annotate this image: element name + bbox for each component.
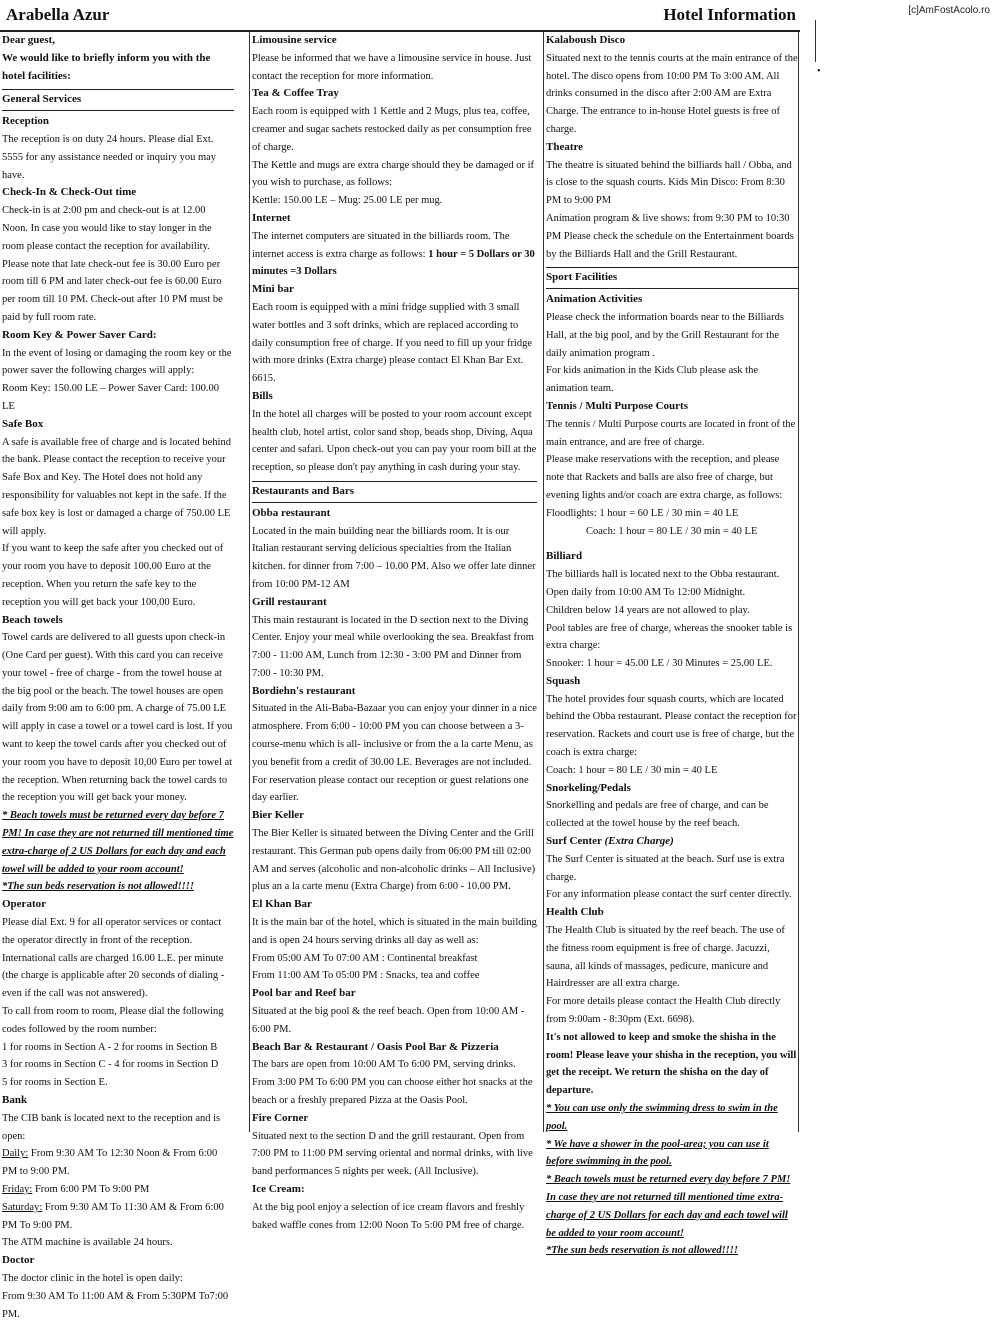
roomkey-charges: Room Key: 150.00 LE – Power Saver Card: 100.00 LE bbox=[2, 383, 219, 412]
safebox-heading: Safe Box bbox=[2, 417, 44, 430]
section-general-services: General Services bbox=[2, 89, 234, 111]
column-middle bbox=[249, 32, 544, 1231]
pool-bar-heading: Pool bar and Reef bar bbox=[252, 987, 356, 1000]
billiard-tables: Pool tables are free of charge, whereas the snooker table is extra charge: bbox=[546, 622, 793, 652]
bank-hours-saturday: Saturday: From 9:30 AM To 11:30 AM & From 6:00 PM To 9:00 PM. bbox=[2, 1201, 224, 1231]
theatre-text-2: Animation program & live shows: from 9:30 PM to 10:30 PM Please check the schedule on the Entertainment boards by the Billiards Hall and the Grill Restaurant. bbox=[546, 212, 794, 260]
beach-towels-heading: Beach towels bbox=[2, 613, 63, 626]
internet-heading: Internet bbox=[252, 211, 291, 224]
room-code-2: 3 for rooms in Section C - 4 for rooms in Section D bbox=[2, 1059, 219, 1071]
el-khan-text: It is the main bar of the hotel, which is situated in the main building and is open 24 hours serving drinks all day as well as: bbox=[252, 917, 537, 946]
beach-bar-heading: Beach Bar & Restaurant / Oasis Pool Bar & Pizzeria bbox=[252, 1040, 499, 1053]
roomkey-text: In the event of losing or damaging the room key or the power saver the following charges will apply: bbox=[2, 347, 232, 377]
tennis-text-2: Please make reservations with the reception, and please note that Rackets and balls are also free of charge, but evening lights and/or coach are extra charge, as follows: Floodlights: 1 hour = 60 LE / 30 min = 40 LE bbox=[546, 454, 783, 519]
el-khan-snacks: From 11:00 AM To 05:00 PM : Snacks, tea and coffee bbox=[252, 970, 480, 982]
ice-cream-heading: Ice Cream: bbox=[252, 1183, 305, 1195]
tea-coffee-heading: Tea & Coffee Tray bbox=[252, 87, 339, 100]
tennis-text: The tennis / Multi Purpose courts are located in front of the main entrance, and are free of charge. bbox=[546, 418, 796, 448]
bills-heading: Bills bbox=[252, 389, 273, 402]
bank-hours-daily: Daily: From 9:30 AM To 12:30 Noon & From 6:00 PM to 9:00 PM. bbox=[2, 1148, 218, 1178]
bordiehn-text: Situated in the Ali-Baba-Bazaar you can enjoy your dinner in a nice atmosphere. From 6:00 - 10:00 PM you can choose between a 3-course-menu which is all- inclusive or from the a la carte Menu, as you benefit from a credit of 30.00 LE. Beverages are not included. For reservation please contact our reception or guest relations one day earlier. bbox=[252, 703, 537, 804]
surf-center-text-2: For any information please contact the surf center directly. bbox=[546, 889, 792, 901]
health-club-text: The Health Club is situated by the reef beach. The use of the fitness room equipment is free of charge. Jacuzzi, sauna, all kinds of massages, pedicure, manicure and Hairdresser are all extra charge. bbox=[546, 925, 785, 990]
ice-cream-text: At the big pool enjoy a selection of ice cream flavors and freshly baked waffle cones from 12:00 Noon To 5:00 PM free of charge. bbox=[252, 1201, 525, 1231]
billiard-text: The billiards hall is located next to the Obba restaurant. bbox=[546, 569, 780, 581]
operator-text: Please dial Ext. 9 for all operator services or contact the operator directly in front of the reception. bbox=[2, 917, 222, 946]
billiard-hours: Open daily from 10:00 AM To 12:00 Midnight. bbox=[546, 586, 746, 598]
international-calls-text: International calls are charged 16.00 L.E. per minute (the charge is applicable after 20 seconds of dialing - even if the call was not answered). bbox=[2, 952, 225, 1000]
health-club-heading: Health Club bbox=[546, 906, 604, 919]
pool-bar-text: Situated at the big pool & the reef beach. Open from 10:00 AM - 6:00 PM. bbox=[252, 1006, 525, 1035]
bank-hours-friday: Friday: From 6:00 PM To 9:00 PM bbox=[2, 1184, 150, 1195]
surf-center-text: The Surf Center is situated at the beach. Surf use is extra charge. bbox=[546, 853, 785, 883]
column-right bbox=[544, 32, 799, 1257]
room-call-text: To call from room to room, Please dial the following codes followed by the room number: bbox=[2, 1006, 224, 1035]
theatre-heading: Theatre bbox=[546, 140, 584, 153]
theatre-text: The theatre is situated behind the billiards hall / Obba, and is close to the squash courts. Kids Min Disco: From 8:30 PM to 9:00 PM bbox=[546, 159, 792, 207]
swim-notice-2: * We have a shower in the pool-area; you can use it before swimming in the pool. bbox=[546, 1138, 769, 1168]
intro: We would like to briefly inform you with the hotel facilities: bbox=[2, 51, 211, 82]
atm-text: The ATM machine is available 24 hours. bbox=[2, 1237, 173, 1249]
minibar-heading: Mini bar bbox=[252, 283, 294, 296]
bank-text: The CIB bank is located next to the reception and is open: bbox=[2, 1112, 221, 1142]
beach-towels-warning-2: * Beach towels must be returned every day before 7 PM! In case they are not returned till mentioned time extra-charge of 2 US Dollars for each day and each towel will be added to your room account! bbox=[546, 1174, 791, 1239]
swim-notice-1: * You can use only the swimming dress to swim in the pool. bbox=[546, 1103, 778, 1132]
tea-coffee-prices: Kettle: 150.00 LE – Mug: 25.00 LE per mug. bbox=[252, 195, 443, 207]
squash-text: The hotel provides four squash courts, which are located behind the Obba restaurant. Please contact the reception for reservation. Rackets and court use is free of charge, but the coach is extra charge: bbox=[546, 693, 797, 759]
limousine-text: Please be informed that we have a limousine service in house. Just contact the reception for more information. bbox=[252, 52, 532, 82]
surf-center-heading: Surf Center (Extra Charge) bbox=[546, 835, 674, 848]
section-restaurants-bars: Restaurants and Bars bbox=[252, 481, 537, 503]
checkin-heading: Check-In & Check-Out time bbox=[2, 186, 137, 199]
squash-heading: Squash bbox=[546, 674, 581, 687]
greeting: Dear guest, bbox=[2, 34, 55, 46]
sunbeds-notice: *The sun beds reservation is not allowed!!!! bbox=[2, 881, 194, 893]
fire-corner-heading: Fire Corner bbox=[252, 1111, 309, 1124]
column-left bbox=[2, 32, 234, 1323]
minibar-text: Each room is equipped with a mini fridge supplied with 3 small water bottles and 3 soft drinks, which are replaced according to daily consumption free of charge. If you need to fill up your fridge with more drinks (Extra charge) please contact El Khan Bar Ext. 6615. bbox=[252, 301, 533, 385]
section-sport-facilities: Sport Facilities bbox=[546, 267, 798, 289]
animation-heading: Animation Activities bbox=[546, 293, 643, 306]
doctor-heading: Doctor bbox=[2, 1254, 35, 1267]
el-khan-breakfast: From 05:00 AM To 07:00 AM : Continental breakfast bbox=[252, 952, 478, 964]
squash-coach: Coach: 1 hour = 80 LE / 30 min = 40 LE bbox=[546, 764, 718, 776]
el-khan-heading: El Khan Bar bbox=[252, 898, 312, 911]
safebox-text-2: If you want to keep the safe after you checked out of your room you have to deposit 100.00 Euro at the reception. When you return the safe key to the reception you will get back your 100,00 Euro. bbox=[2, 543, 224, 608]
grill-heading: Grill restaurant bbox=[252, 595, 327, 608]
internet-text: The internet computers are situated in the billiards room. The internet access is extra charge as follows: 1 hour = 5 Dollars or 30 minutes =3 Dollars bbox=[252, 230, 535, 278]
animation-text: Please check the information boards near to the Billiards Hall, at the big pool, and by the Grill Restaurant for the daily animation program . bbox=[546, 311, 784, 359]
safebox-text: A safe is available free of charge and is located behind the bank. Please contact the reception to receive your Safe Box and Key. The Hotel does not hold any responsibility for valuables not kept in the safe. If the safe box key is lost or damaged a charge of 750.00 LE will apply. bbox=[2, 436, 231, 537]
animation-text-2: For kids animation in the Kids Club please ask the animation team. bbox=[546, 365, 759, 395]
hotel-name: Arabella Azur bbox=[6, 5, 110, 24]
doctor-text: The doctor clinic in the hotel is open daily: bbox=[2, 1272, 183, 1284]
health-club-text-2: For more details please contact the Health Club directly from 9:00am - 8:30pm (Ext. 6698). bbox=[546, 996, 781, 1026]
roomkey-heading: Room Key & Power Saver Card: bbox=[2, 328, 157, 341]
shisha-notice: It's not allowed to keep and smoke the shisha in the room! Please leave your shisha in the reception, you will get the receipt. We return the shisha on the day of departure. bbox=[546, 1031, 797, 1097]
limousine-heading: Limousine service bbox=[252, 34, 337, 46]
reception-text: The reception is on duty 24 hours. Please dial Ext. 5555 for any assistance needed or inquiry you may have. bbox=[2, 133, 217, 181]
billiard-age: Children below 14 years are not allowed to play. bbox=[546, 604, 750, 616]
snorkeling-text: Snorkelling and pedals are free of charge, and can be collected at the towel house by the reef beach. bbox=[546, 800, 769, 830]
bordiehn-heading: Bordiehn's restaurant bbox=[252, 684, 356, 697]
beach-towels-text: Towel cards are delivered to all guests upon check-in (One Card per guest). With this card you can receive your towel - free of charge - from the towel house at the big pool or the beach. The towel houses are open daily from 9:00 am to 6:00 pm. A charge of 75.00 LE will apply in case a towel or a towel card is lost. If you want to keep the towel cards after you checked out of your room you have to deposit 10,00 Euro per towel at the reception. When returning back the towel cards to the reception you will get back your money. bbox=[2, 632, 233, 804]
obba-text: Located in the main building near the billiards room. It is our Italian restaurant serving delicious specialties from the Italian kitchen. for dinner from 7:00 – 10.00 PM. Also we offer late dinner from 10:00 PM-12 AM bbox=[252, 525, 536, 590]
sunbeds-notice-2: *The sun beds reservation is not allowed!!!! bbox=[546, 1245, 738, 1257]
room-code-1: 1 for rooms in Section A - 2 for rooms in Section B bbox=[2, 1041, 218, 1053]
watermark: [c]AmFostAcolo.ro bbox=[908, 5, 990, 16]
obba-heading: Obba restaurant bbox=[252, 506, 331, 519]
margin-mark: • bbox=[817, 66, 821, 77]
doctor-hours: From 9:30 AM To 11:00 AM & From 5:30PM To7:00 PM. bbox=[2, 1290, 229, 1320]
grill-text: This main restaurant is located in the D section next to the Diving Center. Enjoy your meal while overlooking the sea. Breakfast from 7:00 - 11:00 AM, Lunch from 12:30 - 3:00 PM and Dinner from 7:00 - 10:30 PM. bbox=[252, 614, 534, 679]
disco-heading: Kalaboush Disco bbox=[546, 34, 626, 46]
tennis-coach: Coach: 1 hour = 80 LE / 30 min = 40 LE bbox=[586, 525, 758, 537]
room-code-3: 5 for rooms in Section E. bbox=[2, 1077, 108, 1089]
checkin-text: Check-in is at 2:00 pm and check-out is at 12.00 Noon. In case you would like to stay longer in the room please contact the reception for availability. Please note that late check-out fee is 30.00 Euro per room till 6 PM and later check-out fee is 60.00 Euro per room till 10 PM. Check-out after 10 PM must be paid by full room rate. bbox=[2, 205, 223, 323]
billiard-heading: Billiard bbox=[546, 550, 583, 563]
bills-text: In the hotel all charges will be posted to your room account except health club, hotel artist, color sand shop, beads shop, Diving, Aqua center and safari. Upon check-out you can pay your room bill at the reception, so please don't pay anything in cash during your stay. bbox=[252, 408, 537, 474]
beach-bar-text: The bars are open from 10:00 AM To 6:00 PM, serving drinks. From 3:00 PM To 6:00 PM you can choose either hot snacks at the beach or a freshly prepared Pizza at the Oasis Pool. bbox=[252, 1059, 533, 1107]
page-header bbox=[0, 0, 800, 32]
disco-text: Situated next to the tennis courts at the main entrance of the hotel. The disco opens from 10:00 PM To 3:00 AM. All drinks consumed in the disco after 2:00 AM are Extra Charge. The entrance to in-house Hotel guests is free of charge. bbox=[546, 52, 798, 135]
page-title: Hotel Information bbox=[663, 5, 796, 24]
operator-heading: Operator bbox=[2, 898, 46, 911]
bier-keller-text: The Bier Keller is situated between the Diving Center and the Grill restaurant. This German pub opens daily from 06:00 PM till 02:00 AM and serves (alcoholic and non-alcoholic drinks – All Inclusive) plus an a la carte menu (Extra Charge) from 6:00 - 10.00 PM. bbox=[252, 828, 536, 893]
beach-towels-warning: * Beach towels must be returned every day before 7 PM! In case they are not returned till mentioned time extra-charge of 2 US Dollars for each day and each towel will be added to your room account! bbox=[2, 810, 234, 875]
snorkeling-heading: Snorkeling/Pedals bbox=[546, 781, 631, 794]
reception-heading: Reception bbox=[2, 115, 50, 128]
bier-keller-heading: Bier Keller bbox=[252, 809, 305, 822]
billiard-snooker: Snooker: 1 hour = 45.00 LE / 30 Minutes = 25.00 LE. bbox=[546, 658, 773, 670]
margin-line bbox=[815, 20, 816, 62]
tea-coffee-text: Each room is equipped with 1 Kettle and 2 Mugs, plus tea, coffee, creamer and sugar sachets restocked daily as per consumption free of charge. bbox=[252, 106, 532, 153]
tea-coffee-text-2: The Kettle and mugs are extra charge should they be damaged or if you wish to purchase, as follows: bbox=[252, 159, 535, 189]
fire-corner-text: Situated next to the section D and the grill restaurant. Open from 7:00 PM to 11:00 PM serving oriental and normal drinks, with live band performances 5 nights per week. (All Inclusive). bbox=[252, 1130, 533, 1178]
tennis-heading: Tennis / Multi Purpose Courts bbox=[546, 399, 689, 412]
bank-heading: Bank bbox=[2, 1094, 28, 1107]
